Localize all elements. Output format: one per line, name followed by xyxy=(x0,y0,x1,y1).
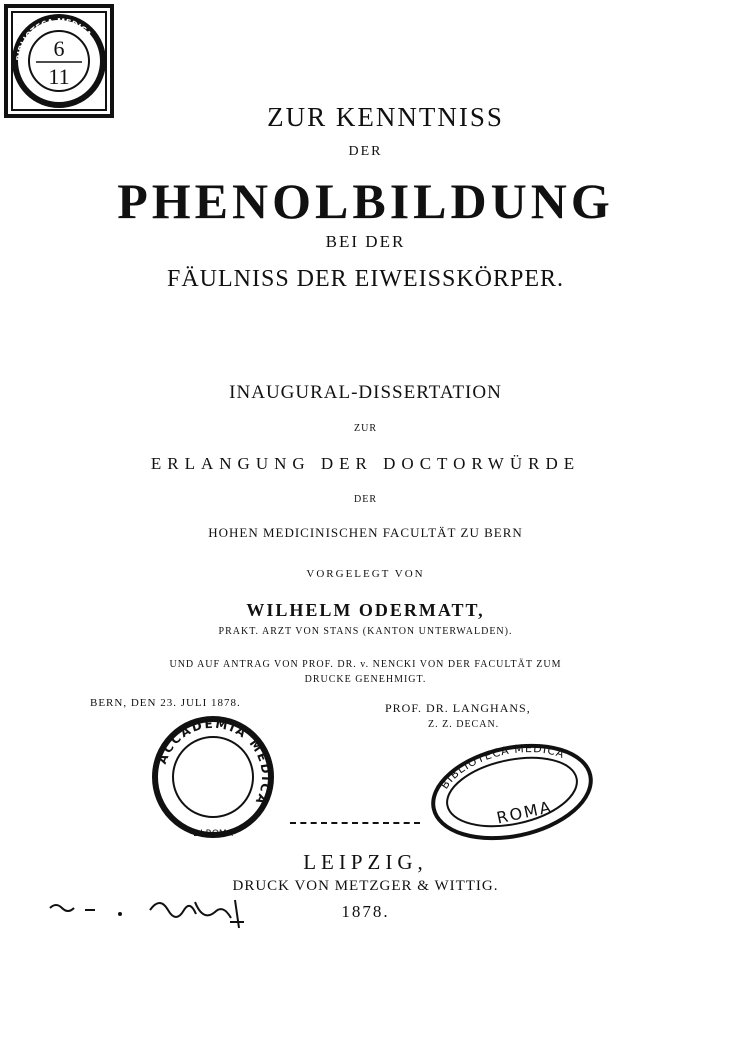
place-date: BERN, DEN 23. JULI 1878. xyxy=(90,697,241,709)
dissertation-vorgelegt: VORGELEGT VON xyxy=(306,568,425,580)
accademia-stamp xyxy=(143,712,283,842)
divider-dashes xyxy=(290,822,420,826)
dissertation-type: INAUGURAL-DISSERTATION xyxy=(229,382,502,403)
dean-title: Z. Z. DECAN. xyxy=(428,719,500,730)
title-line-5: FÄULNISS DER EIWEISSKÖRPER. xyxy=(166,266,565,292)
library-stamp-ring-text: BIBLIOTECA MEDICA xyxy=(14,16,94,62)
dissertation-purpose: ERLANGUNG DER DOCTORWÜRDE xyxy=(150,454,581,473)
roma-stamp-center-text: ROMA xyxy=(494,797,555,828)
library-stamp-number-top: 6 xyxy=(53,36,65,61)
accademia-stamp-ring-text: ACCADEMIA MEDICA xyxy=(154,716,274,809)
author-description: PRAKT. ARZT VON STANS (KANTON UNTERWALDEN). xyxy=(218,626,513,637)
dissertation-zur: ZUR xyxy=(354,423,377,434)
roma-stamp xyxy=(425,736,600,848)
imprint-publisher: DRUCK VON METZGER & WITTIG. xyxy=(232,878,499,894)
author-name: WILHELM ODERMATT, xyxy=(246,600,485,620)
imprint-year: 1878. xyxy=(341,902,390,921)
library-stamp-number-bottom: 11 xyxy=(48,64,70,89)
approval-line-1: UND AUF ANTRAG VON PROF. DR. v. NENCKI VON DER FACULTÄT ZUM xyxy=(169,659,562,670)
title-line-1: ZUR KENNTNISS xyxy=(267,102,504,132)
title-line-4: BEI DER xyxy=(325,232,406,251)
accademia-stamp-bottom-text: DI ROMA xyxy=(193,829,233,839)
main-title: PHENOLBILDUNG xyxy=(117,173,614,229)
approval-line-2: DRUCKE GENEHMIGT. xyxy=(304,674,427,685)
roma-stamp-ring-text: BIBLIOTECA MEDICA xyxy=(437,742,567,792)
dissertation-faculty: HOHEN MEDICINISCHEN FACULTÄT ZU BERN xyxy=(208,525,523,540)
handwritten-scribble xyxy=(30,890,270,940)
title-line-2: DER xyxy=(348,144,383,159)
imprint-city: LEIPZIG, xyxy=(303,850,428,874)
dean-name: PROF. DR. LANGHANS, xyxy=(385,701,531,715)
dissertation-der: DER xyxy=(354,494,377,505)
svg-text:BIBLIOTECA MEDICA xyxy=(433,736,571,793)
